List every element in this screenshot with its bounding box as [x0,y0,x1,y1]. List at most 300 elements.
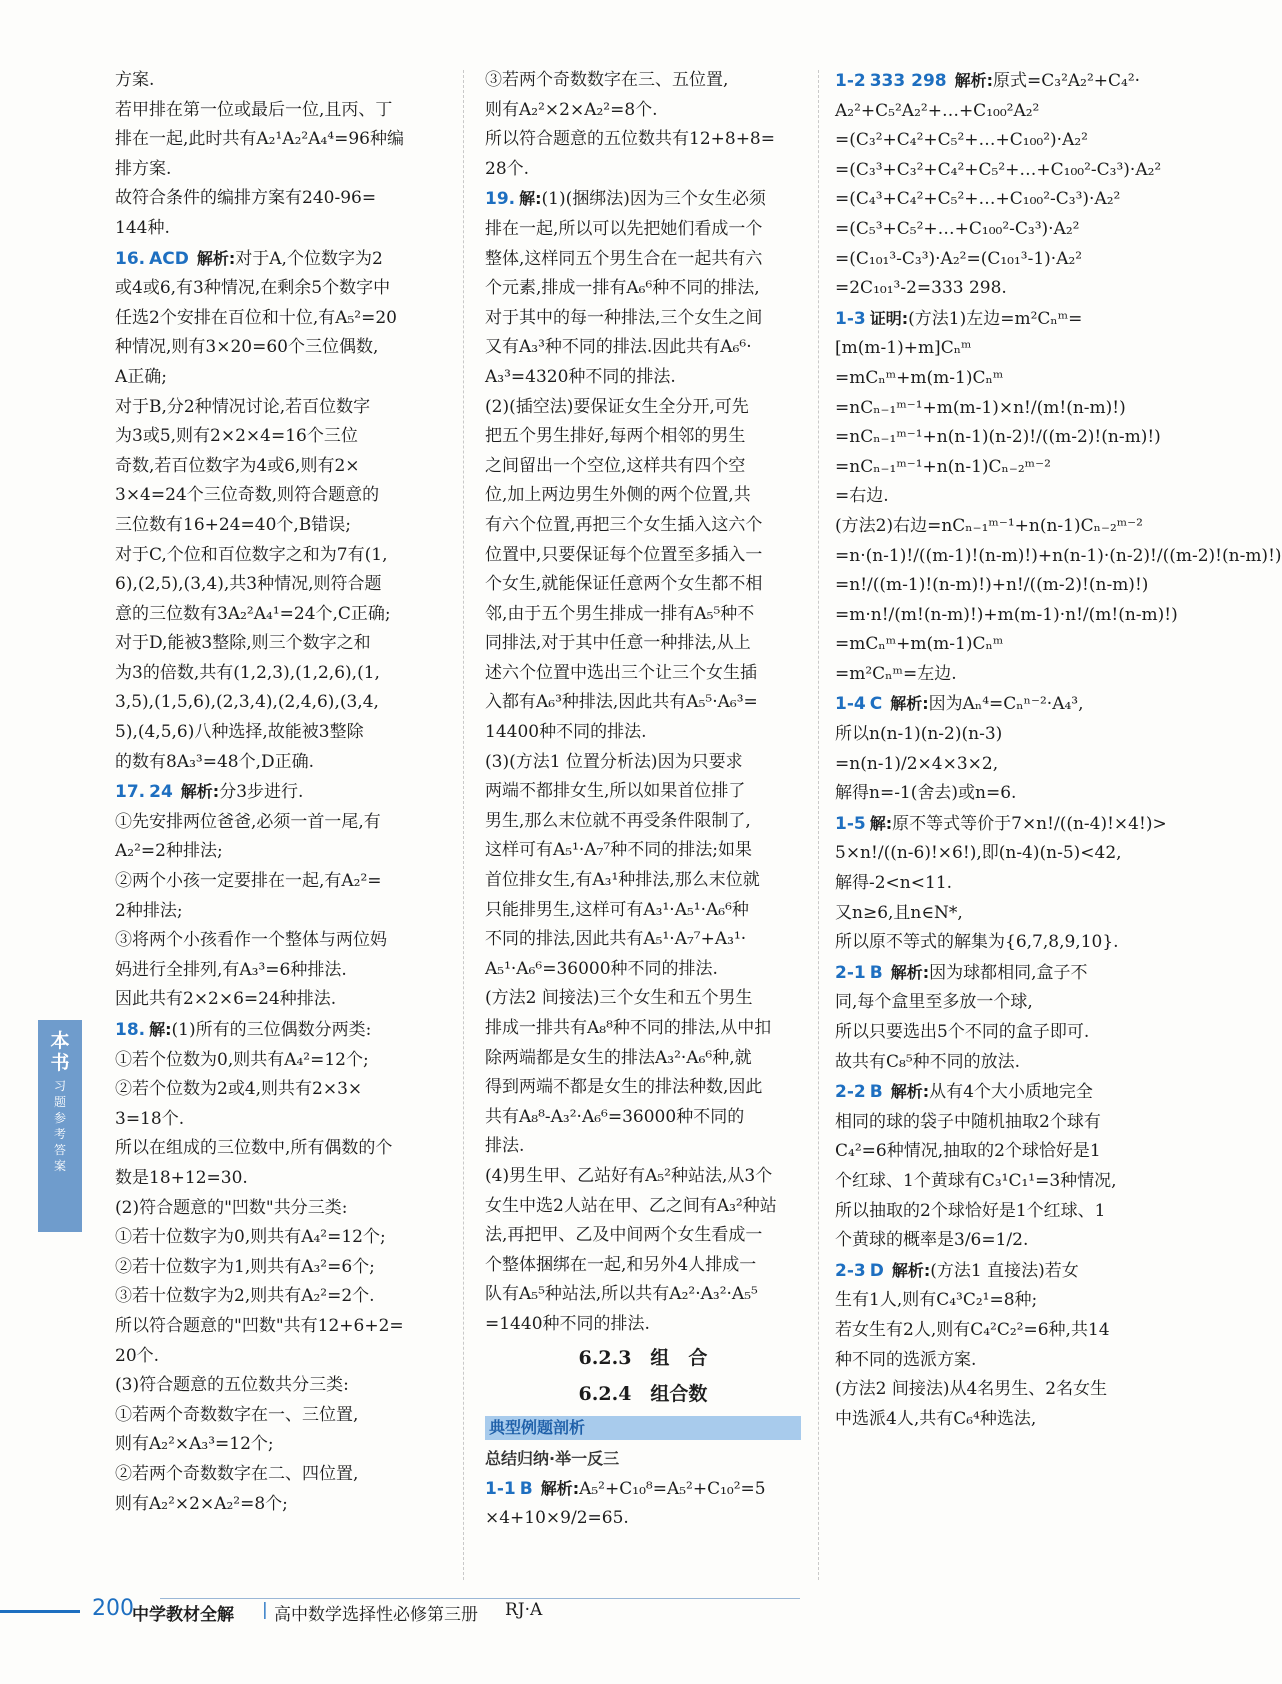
problem-number: 2-3 [835,1260,866,1281]
line-text: =mCₙᵐ+m(m-1)Cₙᵐ [835,634,1004,655]
line-text: ②若两个奇数数字在二、四位置, [115,1463,359,1484]
line-text: =nCₙ₋₁ᵐ⁻¹+n(n-1)Cₙ₋₂ᵐ⁻² [835,456,1051,477]
section-subheading: 总结归纳·举一反三 [485,1448,620,1468]
text-line [115,1223,441,1253]
text-line [115,808,441,838]
line-text: 同,每个盒里至多放一个球, [835,992,1033,1013]
line-text: 方案. [115,70,155,90]
text-line [485,422,801,452]
line-text: (1)(捆绑法)因为三个女生必须 [541,189,766,210]
text-line [835,423,1171,453]
text-line [115,96,441,126]
line-text: 5),(4,5,6)八种选择,故能被3整除 [115,722,364,743]
text-line [485,304,801,334]
line-text: 又有A₃³种不同的排法.因此共有A₆⁶· [485,337,752,358]
line-text: ×4+10×9/2=65. [485,1508,629,1529]
line-text: 女生中选2人站在甲、乙之间有A₃²种站 [485,1195,777,1216]
text-line [835,334,1171,364]
solution-label: 解析: [890,1082,930,1102]
line-text: =右边. [835,486,889,507]
line-text: 三位数有16+24=40个,B错误; [115,514,352,535]
text-line [835,1018,1171,1048]
line-text: (方法2 间接法)三个女生和五个男生 [485,988,753,1009]
line-text: 数是18+12=30. [115,1167,248,1188]
problem-line [835,1077,1171,1108]
footer-accent-rule [0,1610,80,1613]
text-line [485,1504,801,1534]
text-line [835,1137,1171,1167]
line-text: 个红球、1个黄球有C₃¹C₁¹=3种情况, [835,1170,1117,1191]
line-text: 入都有A₆³种排法,因此共有A₅⁵·A₆³= [485,692,758,713]
text-line [835,482,1171,512]
text-line [485,925,801,955]
line-text: 2种排法; [115,900,183,921]
text-line [835,1286,1171,1316]
text-line [485,629,801,659]
answer-label: B [869,1082,883,1103]
answer-label: B [519,1478,533,1499]
section-title: 6.2.4 组合数 [578,1382,708,1405]
text-line [485,215,801,245]
line-text: 对于其中的每一种排法,三个女生之间 [485,307,763,328]
text-line [115,985,441,1015]
text-line [835,630,1171,660]
problem-number: 18. [115,1020,146,1040]
problem-line [835,66,1171,97]
line-text: 排成一排共有A₈⁸种不同的排法,从中扣 [485,1018,772,1038]
line-text: 6),(2,5),(3,4),共3种情况,则符合题 [115,574,382,595]
text-line [485,1132,801,1162]
line-text: 144种. [115,217,170,238]
answer-label: D [869,1260,884,1281]
solution-label: 证明: [869,308,909,328]
problem-line [835,809,1171,840]
text-line [835,720,1171,750]
line-text: 则有A₂²×A₃³=12个; [115,1434,274,1455]
line-text: (方法1)左边=m²Cₙᵐ= [908,308,1083,329]
line-text: 对于B,分2种情况讨论,若百位数字 [115,396,371,417]
text-line [115,363,441,393]
text-line [835,453,1171,483]
line-text: 3=18个. [115,1108,185,1129]
solution-label: 解: [149,1020,172,1039]
problem-number: 1-3 [835,308,866,329]
line-text: 为3的倍数,共有(1,2,3),(1,2,6),(1, [115,662,380,683]
line-text: 相同的球的袋子中随机抽取2个球有 [835,1111,1101,1132]
text-line [485,1310,801,1340]
text-line [835,215,1171,245]
text-line [835,779,1171,809]
line-text: ①先安排两位爸爸,必须一首一尾,有 [115,811,381,832]
line-text: 28个. [485,158,530,179]
sidebar-tab [38,1020,82,1232]
problem-line [835,689,1171,720]
line-text: 个整体捆绑在一起,和另外4人排成一 [485,1254,757,1275]
line-text: 不同的排法,因此共有A₅¹·A₇⁷+A₃¹· [485,929,747,950]
text-line [115,393,441,423]
text-line [485,1251,801,1281]
line-text: 法,再把甲、乙及中间两个女生看成一 [485,1225,763,1246]
text-line [115,837,441,867]
text-line [485,718,801,748]
text-line [835,394,1171,424]
problem-line [485,1474,801,1505]
solution-label: 解析: [540,1478,580,1498]
line-text: C₄²=6种情况,抽取的2个球恰好是1 [835,1141,1101,1162]
line-text: 种情况,则有3×20=60个三位偶数, [115,337,379,358]
line-text: 的数有8A₃³=48个,D正确. [115,751,315,772]
line-text: 因此共有2×2×6=24种排法. [115,989,337,1010]
line-text: 分3步进行. [219,782,304,803]
line-text: 3,5),(1,5,6),(2,3,4),(2,4,6),(3,4, [115,692,379,713]
line-text: [m(m-1)+m]Cₙᵐ [835,338,972,359]
line-text: 故符合条件的编排方案有240-96= [115,188,377,209]
text-line [485,511,801,541]
line-text: ②两个小孩一定要排在一起,有A₂²= [115,871,382,892]
problem-line [115,244,441,275]
line-text: 若女生有2人,则有C₄²C₂²=6种,共14 [835,1319,1110,1340]
text-line [835,1405,1171,1435]
problem-number: 1-2 [835,71,866,91]
line-text: 则有A₂²×2×A₂²=8个. [485,99,658,120]
line-text: 所以抽取的2个球恰好是1个红球、1 [835,1200,1106,1221]
solution-label: 解: [519,189,542,209]
text-line [485,1192,801,1222]
problem-number: 17. [115,782,146,803]
line-text: =(C₅³+C₅²+…+C₁₀₀²-C₃³)·A₂² [835,218,1080,239]
line-text: 20个. [115,1345,160,1366]
text-line [485,1162,801,1192]
line-text: 排在一起,此时共有A₂¹A₂²A₄⁴=96种编 [115,129,404,150]
line-text: =2C₁₀₁³-2=333 298. [835,278,1007,299]
line-text: A₃³=4320种不同的排法. [485,366,676,387]
text-line [115,1075,441,1105]
text-line [115,688,441,718]
line-text: 这样可有A₅¹·A₇⁷种不同的排法;如果 [485,840,752,861]
text-line [835,1346,1171,1376]
text-line [835,1226,1171,1256]
text-line [485,836,801,866]
text-line [835,1316,1171,1346]
problem-line [115,1015,441,1046]
line-text: 共有A₈⁸-A₃²·A₆⁶=36000种不同的 [485,1106,745,1127]
line-text: 因为Aₙ⁴=Cₙⁿ⁻²·A₄³, [928,694,1084,715]
text-line [485,481,801,511]
line-text: 中选派4人,共有C₆⁴种选法, [835,1408,1037,1429]
text-line [835,660,1171,690]
answer-label: 24 [149,782,173,803]
text-line [835,571,1171,601]
line-text: (1)所有的三位偶数分两类: [171,1020,372,1040]
line-text: 因为球都相同,盒子不 [929,962,1088,983]
line-text: ②若个位数为2或4,则共有2×3× [115,1079,363,1100]
line-text: ③将两个小孩看作一个整体与两位妈 [115,930,387,951]
text-line [485,274,801,304]
text-line [115,897,441,927]
text-line [115,1401,441,1431]
line-text: ①若十位数字为0,则共有A₄²=12个; [115,1227,386,1248]
text-line [115,125,441,155]
section-banner: 典型例题剖析 [485,1416,801,1440]
text-line [835,601,1178,631]
line-text: ①若个位数为0,则共有A₄²=12个; [115,1049,369,1070]
text-line [115,1194,441,1224]
sidebar-tab-subtitle: 习题参考答案 [53,1079,66,1173]
text-line [485,1044,801,1074]
text-line [485,600,801,630]
text-line [485,984,801,1014]
text-line [115,718,441,748]
text-line [115,66,441,96]
solution-label: 解析: [890,962,930,982]
problem-number: 2-1 [835,962,866,983]
text-line [485,955,801,985]
text-line [835,126,1171,156]
text-line [835,1167,1171,1197]
line-text: =mCₙᵐ+m(m-1)Cₙᵐ [835,367,1004,388]
text-line [835,1197,1171,1227]
line-text: 个黄球的概率是3/6=1/2. [835,1230,1029,1251]
line-text: (方法2 间接法)从4名男生、2名女生 [835,1379,1108,1400]
line-text: ③若两个奇数数字在三、五位置, [485,70,729,90]
text-line [115,1371,441,1401]
text-line [485,1221,801,1251]
line-text: =n(n-1)/2×4×3×2, [835,753,999,774]
text-line [115,1105,441,1135]
solution-label: 解析: [890,694,929,714]
text-line [115,155,441,185]
text-line [115,1134,441,1164]
line-text: 所以n(n-1)(n-2)(n-3) [835,724,1003,745]
text-line [485,1014,801,1044]
text-line [115,629,441,659]
text-line [835,185,1171,215]
problem-number: 16. [115,248,146,269]
line-text: =(C₃³+C₃²+C₄²+C₅²+…+C₁₀₀²-C₃³)·A₂² [835,159,1162,180]
solution-label: 解析: [954,71,994,90]
text-line [115,1490,441,1520]
line-text: 或4或6,有3种情况,在剩余5个数字中 [115,278,391,299]
line-text: (2)符合题意的"凹数"共分三类: [115,1197,348,1218]
text-line [835,869,1171,899]
text-line [835,899,1171,929]
line-text: 奇数,若百位数字为4或6,则有2× [115,455,360,476]
text-line [485,1103,801,1133]
line-text: 男生,那么末位就不再受条件限制了, [485,810,751,831]
text-line [835,988,1171,1018]
line-text: A正确; [115,366,168,387]
text-line [115,1342,441,1372]
sidebar-tab-title: 本书 [50,1030,70,1074]
text-line [115,1046,441,1076]
line-text: 意的三位数有3A₂²A₄¹=24个,C正确; [115,603,391,624]
line-text: (方法2)右边=nCₙ₋₁ᵐ⁻¹+n(n-1)Cₙ₋₂ᵐ⁻² [835,515,1143,536]
line-text: ②若十位数字为1,则共有A₃²=6个; [115,1256,375,1277]
answer-label: B [869,962,883,983]
text-line [115,748,441,778]
problem-line [835,304,1171,335]
line-text: 14400种不同的排法. [485,722,647,743]
text-line [485,807,801,837]
line-text: 原式=C₃²A₂²+C₄²· [993,71,1141,91]
line-text: 位置中,只要保证每个位置至多插入一 [485,544,763,565]
text-line [115,184,441,214]
answer-label: 333 298 [869,71,947,91]
column-divider-2 [818,70,819,1580]
text-line [485,66,801,96]
text-line [115,333,441,363]
line-text: 把五个男生排好,每两个相邻的男生 [485,426,746,447]
footer-separator: | [262,1600,268,1620]
text-line [115,214,441,244]
line-text: A₅²+C₁₀⁸=A₅²+C₁₀²=5 [579,1478,766,1499]
text-line [485,570,801,600]
line-text: 整体,这样同五个男生合在一起共有六 [485,248,763,269]
line-text: A₂²+C₅²A₂²+…+C₁₀₀²A₂² [835,100,1040,121]
line-text: (2)(插空法)要保证女生全分开,可先 [485,396,749,417]
problem-line [115,777,441,808]
text-line [115,926,441,956]
line-text: 排方案. [115,158,172,179]
text-line [835,512,1171,542]
book-title: 中学教材全解 [132,1605,234,1625]
solution-label: 解: [869,813,893,833]
line-text: =m²Cₙᵐ=左边. [835,663,957,684]
text-line [115,481,441,511]
text-line [115,1282,441,1312]
line-text: 两端不都排女生,所以如果首位排了 [485,781,746,802]
text-line [485,541,801,571]
line-text: 从有4个大小质地完全 [929,1082,1093,1103]
line-text: 对于D,能被3整除,则三个数字之和 [115,633,371,654]
text-line [115,541,441,571]
line-text: 首位排女生,有A₃¹种排法,那么末位就 [485,870,760,891]
page-number: 200 [92,1596,134,1621]
line-text: 妈进行全排列,有A₃³=6种排法. [115,959,347,980]
text-line [485,1280,801,1310]
text-line [485,452,801,482]
line-text: 邻,由于五个男生排成一排有A₅⁵种不 [485,603,755,624]
line-text: 解得-2<n<11. [835,873,953,894]
footer-rule [160,1598,800,1599]
text-line [485,1073,801,1103]
text-line [485,866,801,896]
line-text: ③若十位数字为2,则共有A₂²=2个. [115,1286,375,1307]
line-text: =(C₁₀₁³-C₃³)·A₂²=(C₁₀₁³-1)·A₂² [835,248,1083,269]
line-text: 所以在组成的三位数中,所有偶数的个 [115,1138,393,1159]
problem-line [835,958,1171,989]
book-subtitle: 高中数学选择性必修第三册 [274,1605,478,1625]
answer-label: C [869,694,883,715]
text-line [835,1375,1171,1405]
book-edition: RJ·A [505,1600,543,1620]
text-line [115,867,441,897]
text-line [835,839,1171,869]
line-text: 只能排男生,这样可有A₃¹·A₅¹·A₆⁶种 [485,899,749,920]
line-text: 同排法,对于其中任意一种排法,从上 [485,633,751,654]
line-text: 所以只要选出5个不同的盒子即可. [835,1022,1090,1042]
line-text: 队有A₅⁵种站法,所以共有A₂²·A₃²·A₅⁵ [485,1284,758,1305]
text-line [485,155,801,185]
text-line [485,748,801,778]
text-line [115,570,441,600]
text-line [835,750,1171,780]
text-line [835,364,1171,394]
problem-number: 2-2 [835,1082,866,1103]
line-text: 种不同的选派方案. [835,1349,977,1370]
line-text: 之间留出一个空位,这样共有四个空 [485,455,746,476]
text-line [485,688,801,718]
text-line [485,659,801,689]
text-line [115,511,441,541]
line-text: 为3或5,则有2×2×4=16个三位 [115,426,358,447]
text-line [485,245,801,275]
column-left [115,66,441,1519]
line-text: 排法. [485,1136,525,1157]
line-text: 故共有C₈⁵种不同的放法. [835,1051,1021,1072]
text-line [115,1460,441,1490]
text-line [115,1430,441,1460]
text-line [115,1253,441,1283]
line-text: (3)符合题意的五位数共分三类: [115,1375,349,1396]
line-text: 所以符合题意的"凹数"共有12+6+2= [115,1315,404,1336]
text-line [835,156,1171,186]
text-line [835,1048,1171,1078]
line-text: =nCₙ₋₁ᵐ⁻¹+m(m-1)×n!/(m!(n-m)!) [835,397,1126,418]
line-text: 所以原不等式的解集为{6,7,8,9,10}. [835,932,1119,953]
column-right [835,66,1282,1434]
text-line [835,928,1171,958]
line-text: 有六个位置,再把三个女生插入这六个 [485,514,763,535]
line-text: 述六个位置中选出三个让三个女生插 [485,662,757,683]
text-line [115,452,441,482]
line-text: 3×4=24个三位奇数,则符合题意的 [115,485,380,506]
line-text: 则有A₂²×2×A₂²=8个; [115,1493,288,1514]
text-line [835,245,1171,275]
line-text: 5×n!/((n-6)!×6!),即(n-4)(n-5)<42, [835,843,1122,864]
line-text: 对于A,个位数字为2 [235,248,383,269]
line-text: 生有1人,则有C₄³C₂¹=8种; [835,1290,1038,1311]
line-text: =nCₙ₋₁ᵐ⁻¹+n(n-1)(n-2)!/((m-2)!(n-m)!) [835,427,1161,448]
text-line [115,422,441,452]
line-text: ①若两个奇数数字在一、三位置, [115,1404,359,1425]
line-text: =(C₄³+C₄²+C₅²+…+C₁₀₀²-C₃³)·A₂² [835,189,1121,210]
line-text: =n!/((m-1)!(n-m)!)+n!/((m-2)!(n-m)!) [835,575,1149,596]
line-text: 任选2个安排在百位和十位,有A₅²=20 [115,307,398,328]
line-text: A₂²=2种排法; [115,841,223,862]
text-line [485,896,801,926]
problem-number: 19. [485,189,516,210]
line-text: 若甲排在第一位或最后一位,且丙、丁 [115,99,393,120]
text-line [485,393,801,423]
solution-label: 解析: [891,1260,931,1280]
line-text: 位,加上两边男生外侧的两个位置,共 [485,485,751,506]
problem-line [835,1256,1171,1287]
text-line [835,97,1171,127]
text-line [115,1312,441,1342]
line-text: 排在一起,所以可以先把她们看成一个 [485,218,763,239]
solution-label: 解析: [196,248,236,268]
line-text: 解得n=-1(舍去)或n=6. [835,783,1017,804]
line-text: A₅¹·A₆⁶=36000种不同的排法. [485,958,718,979]
text-line [835,1108,1171,1138]
text-line [835,542,1282,572]
column-middle [485,66,801,1534]
answer-label: ACD [149,248,189,269]
text-line [115,1164,441,1194]
line-text: 除两端都是女生的排法A₃²·A₆⁶种,就 [485,1047,752,1068]
text-line [115,274,441,304]
